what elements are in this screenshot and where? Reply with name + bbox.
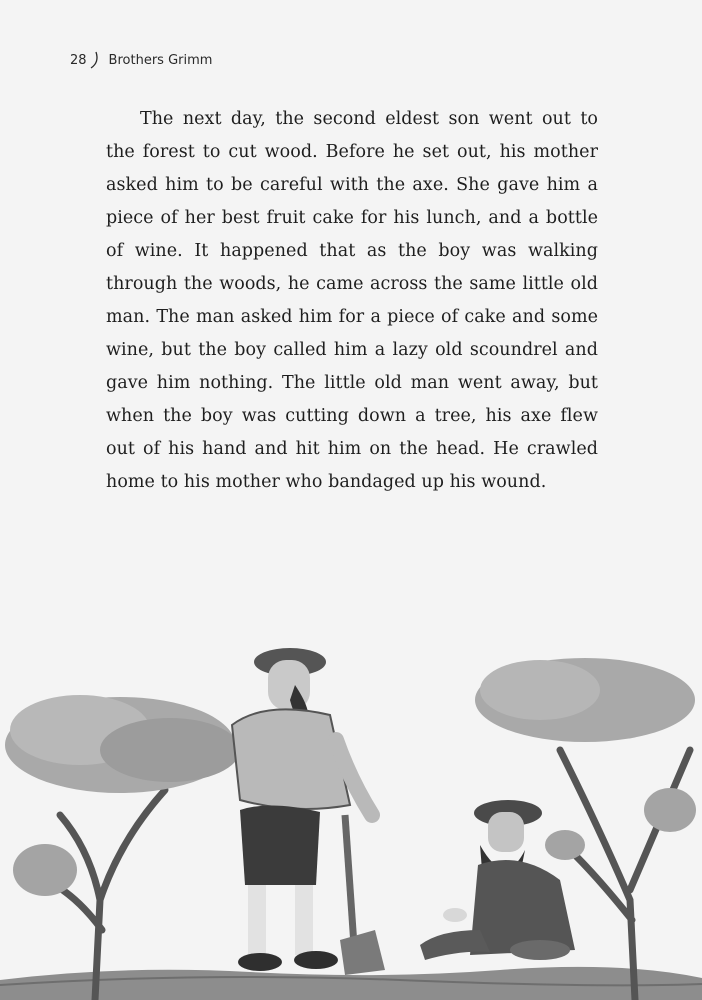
page-number: 28 (70, 52, 87, 68)
seated-old-man (420, 800, 575, 960)
left-tree (5, 695, 240, 1000)
running-title: Brothers Grimm (108, 52, 213, 68)
running-header (70, 50, 212, 70)
standing-man (232, 648, 385, 975)
story-paragraph: The next day, the second eldest son went out to the forest to cut wood. Before he set out, his mother asked him to be careful with the axe. She gave him a piece of her best fruit cake for his lunch, and a bottle of wine. It happened that as the boy was walking through the woods, he came across the same little old man. The man asked him for a piece of cake and some wine, but the boy called him a lazy old scoundrel and gave him nothing. The little old man went away, but when the boy was cutting down a tree, his axe flew out of his hand and hit him on the head. He crawled home to his mother who bandaged up his wound. (106, 109, 598, 492)
page-number-bracket-icon (89, 50, 101, 70)
story-illustration (0, 600, 702, 1000)
